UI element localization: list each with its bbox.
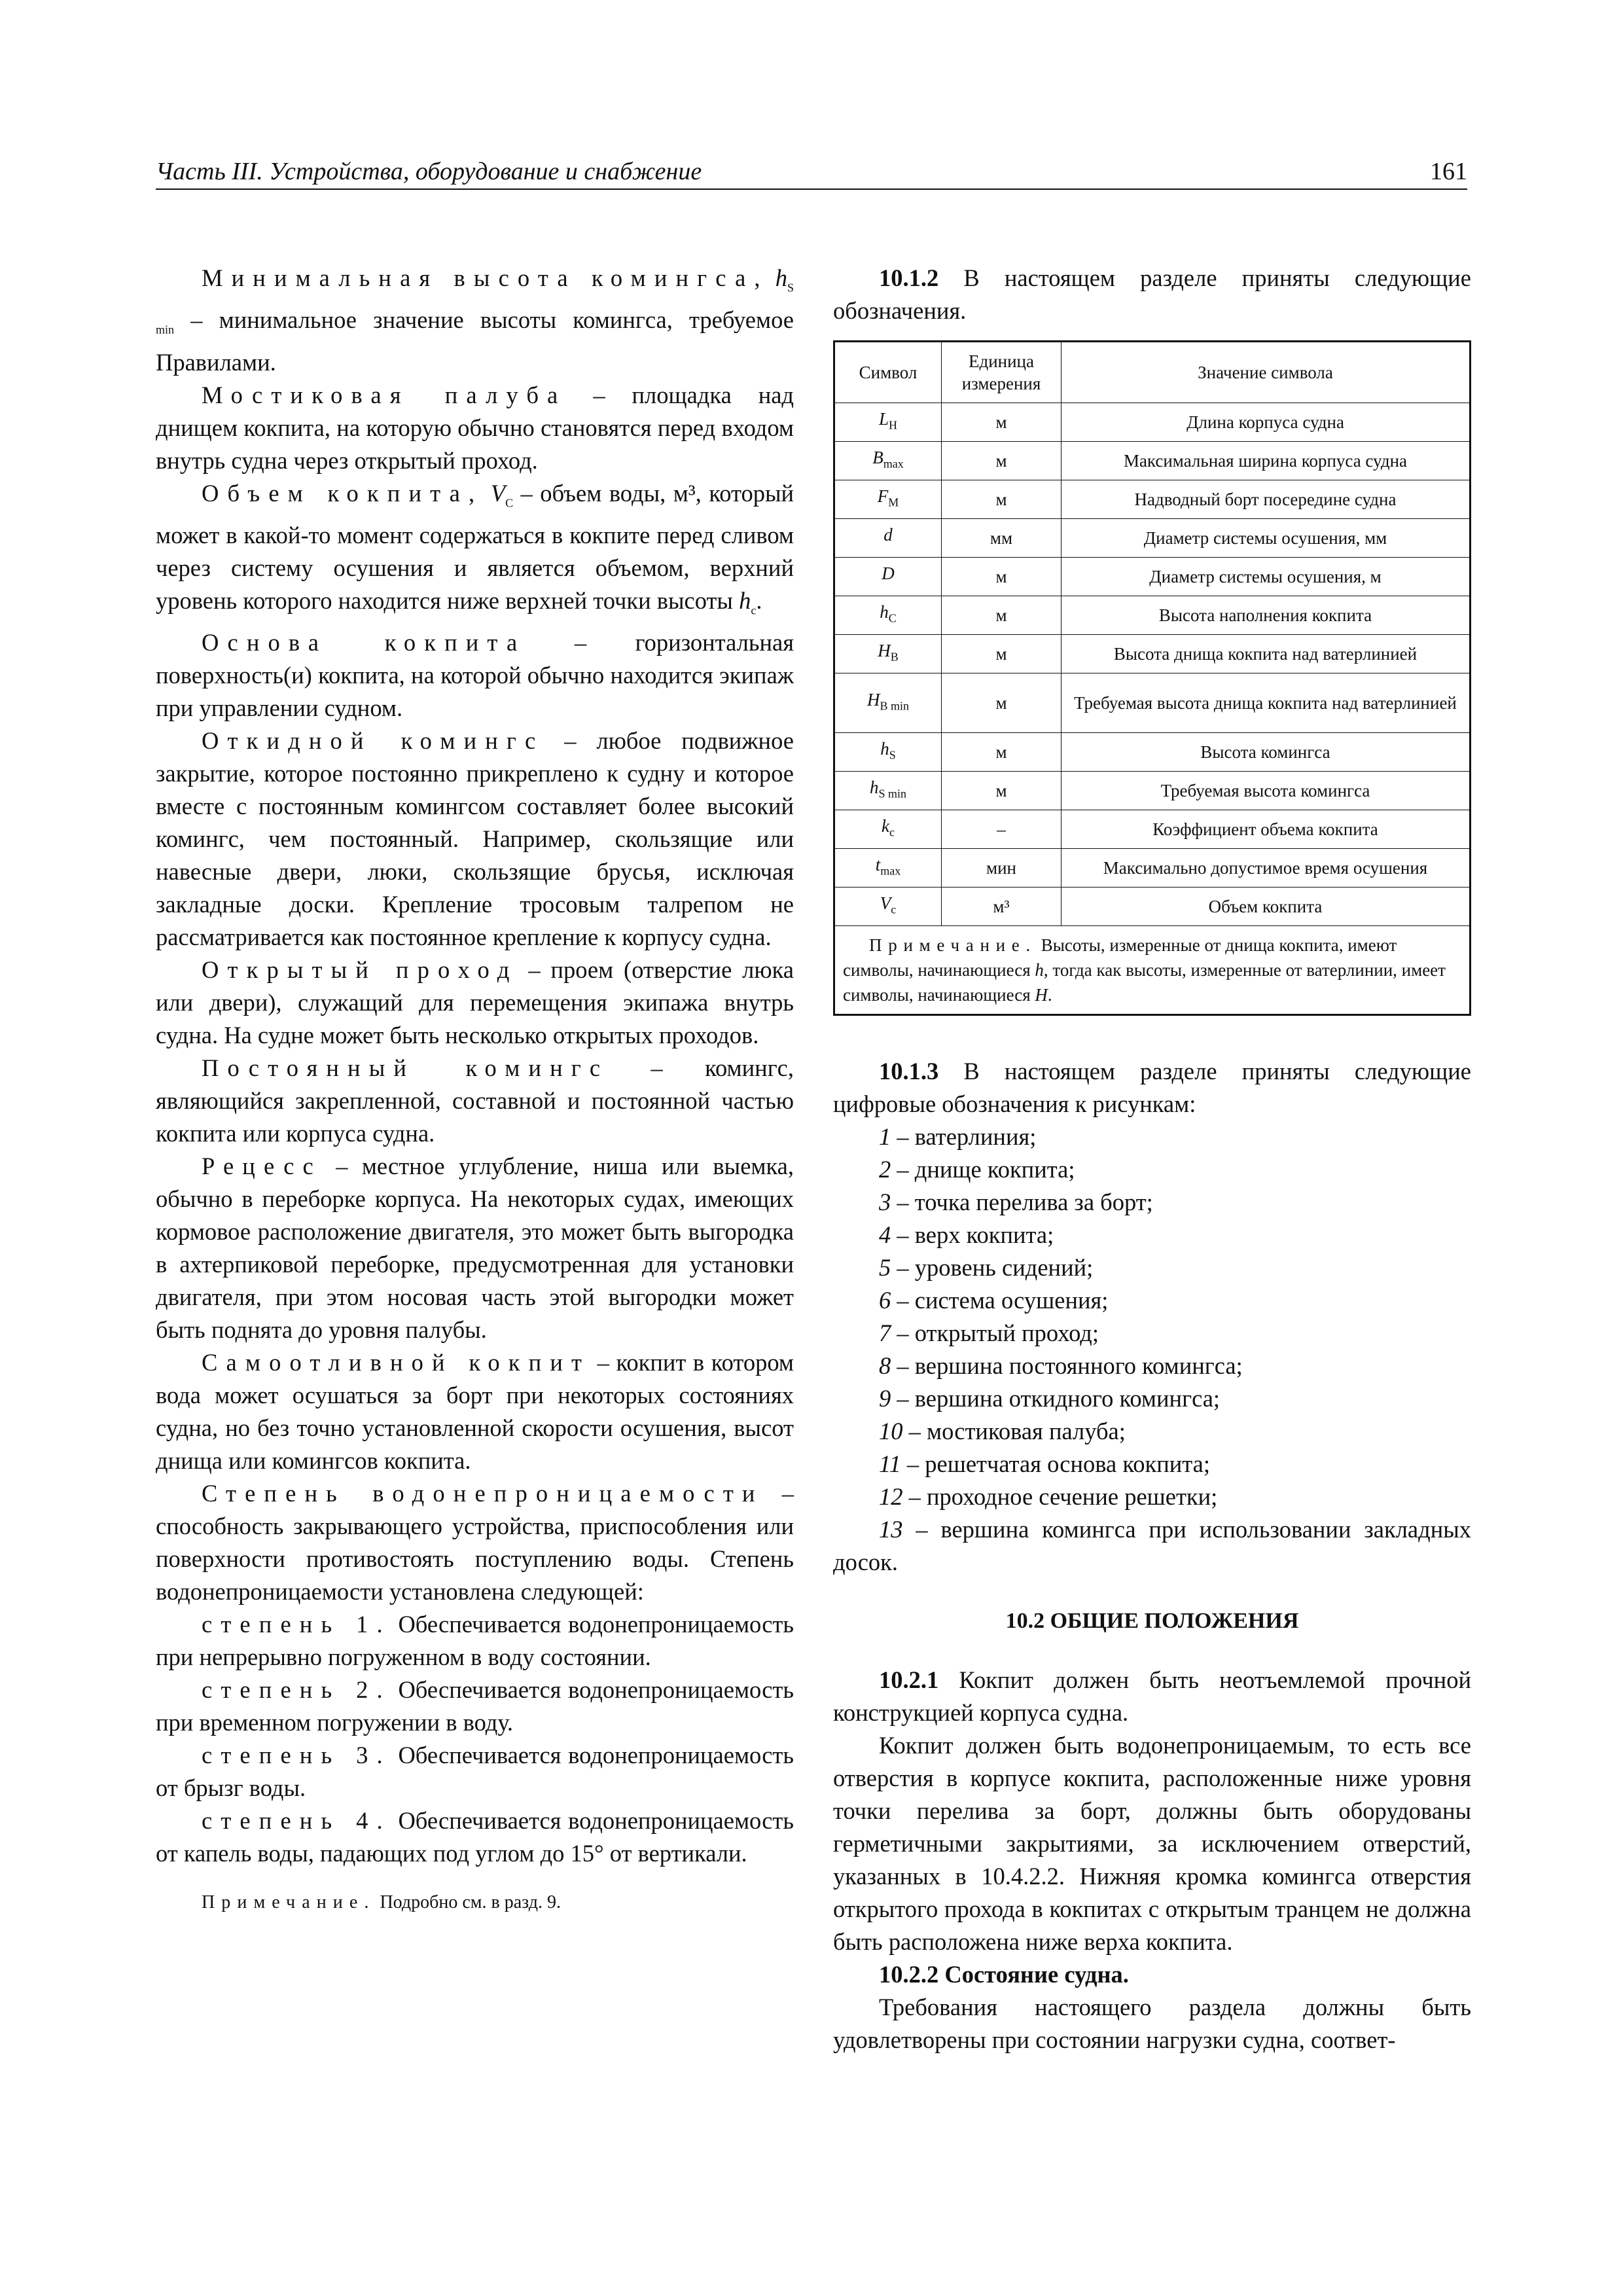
definition-text: – комингс, являющийся закрепленной, составной и постоянной частью кокпита или корпуса судна.: [156, 1054, 794, 1147]
definition-text: – способность закрывающего устройства, приспособления или поверхности противостоять поступлению воды. Степень водонепроницаемости установлена следующей:: [156, 1480, 794, 1605]
meaning-cell: Объем кокпита: [1061, 888, 1471, 926]
symbol: $h_c$: [739, 586, 757, 617]
unit-cell: м: [942, 673, 1061, 733]
definition-text: – местное углубление, ниша или выемка, обычно в переборке корпуса. На некоторых судах, имеющих кормовое расположение двигателя, это может быть выгородка в ахтерпиковой переборке, предусмотренная для установки двигателя, при этом носовая часть этой выгородки может быть поднята до уровня палубы.: [156, 1153, 794, 1344]
degree-paragraph: [156, 1804, 794, 1870]
meaning-cell: Максимально допустимое время осушения: [1061, 849, 1471, 888]
table-note: [834, 926, 1471, 1015]
unit-cell: м: [942, 480, 1061, 519]
definition-paragraph: [156, 1052, 794, 1150]
meaning-cell: Коэффициент объема кокпита: [1061, 810, 1471, 849]
symbol: $h_{S min}$: [156, 264, 794, 336]
meaning-cell: Надводный борт посередине судна: [1061, 480, 1471, 519]
table-row: [834, 673, 1471, 733]
definition-paragraph: [156, 626, 794, 725]
meaning-cell: Длина корпуса судна: [1061, 403, 1471, 442]
section-paragraph: [833, 262, 1471, 327]
column-header: Значение символа: [1061, 342, 1471, 403]
definition-term: Рецесс: [202, 1153, 322, 1180]
column-header: Символ: [834, 342, 942, 403]
definition-paragraph: [156, 477, 794, 627]
definition-paragraph: [156, 1346, 794, 1477]
table-row: [834, 635, 1471, 673]
symbol-cell: $h_C$: [834, 596, 942, 635]
list-item: 2 – днище кокпита;: [879, 1156, 1075, 1183]
definition-text: – горизонтальная поверхность(и) кокпита, на которой обычно находится экипаж при управлении судном.: [156, 629, 794, 722]
symbol-cell: $F_M$: [834, 480, 942, 519]
running-title: Часть III. Устройства, оборудование и снабжение: [156, 158, 702, 185]
degree-text: Обеспечивается водонепроницаемость при непрерывно погруженном в воду состоянии.: [156, 1611, 794, 1671]
definition-paragraph: [156, 1150, 794, 1346]
body-paragraph: Требования настоящего раздела должны быть удовлетворены при состоянии нагрузки судна, соответ-: [833, 1994, 1471, 2053]
definition-term: Открытый проход: [202, 956, 518, 984]
table-note-symbol: h: [1035, 960, 1044, 980]
definition-text: – любое подвижное закрытие, которое постоянно прикреплено к судну и которое вместе с постоянным комингсом составляет более высокий комингс, чем постоянный. Например, скользящие или навесные двери, люки, скользящие брусья, исключая закладные доски. Крепление тросовым талрепом не рассматривается как постоянное крепление к корпусу судна.: [156, 727, 794, 951]
section-heading: 10.2 ОБЩИЕ ПОЛОЖЕНИЯ: [1005, 1609, 1299, 1633]
header-rule: [156, 188, 1467, 190]
unit-cell: м: [942, 733, 1061, 772]
definition-paragraph: [156, 725, 794, 954]
symbol-cell: $L_H$: [834, 403, 942, 442]
column-header: Единица измерения: [942, 342, 1061, 403]
section-text: Кокпит должен быть неотъемлемой прочной конструкцией корпуса судна.: [833, 1666, 1471, 1726]
definition-term: Мостиковая палуба: [202, 381, 567, 408]
symbol-cell: $k_c$: [834, 810, 942, 849]
list-item: 1 – ватерлиния;: [879, 1123, 1037, 1150]
table-row: [834, 596, 1471, 635]
definition-paragraph: [156, 1477, 794, 1608]
unit-cell: мм: [942, 519, 1061, 558]
meaning-cell: Высота днища кокпита над ватерлинией: [1061, 635, 1471, 673]
page-number: 161: [1430, 158, 1467, 185]
list-item: 7 – открытый проход;: [879, 1319, 1099, 1346]
unit-cell: м³: [942, 888, 1061, 926]
symbol: $V_C$: [490, 479, 514, 509]
list-item: 6 – система осушения;: [879, 1287, 1109, 1314]
table-note-text: , тогда как высоты, измеренные от ватерлинии, имеет символы, начинающиеся: [843, 960, 1446, 1005]
table-note-text: .: [1047, 985, 1052, 1005]
list-item: 5 – уровень сидений;: [879, 1254, 1094, 1281]
subsection-heading: 10.2.2 Состояние судна.: [879, 1961, 1129, 1988]
definition-tail: .: [756, 586, 762, 614]
unit-cell: м: [942, 442, 1061, 480]
symbol-cell: $t_{max}$: [834, 849, 942, 888]
meaning-cell: Требуемая высота днища кокпита над ватерлинией: [1061, 673, 1471, 733]
list-item: 12 – проходное сечение решетки;: [879, 1483, 1218, 1510]
symbol-cell: $V_c$: [834, 888, 942, 926]
section-number: 10.2.1: [879, 1666, 939, 1693]
unit-cell: м: [942, 772, 1061, 810]
table-note-label: Примечание.: [869, 935, 1037, 955]
degree-paragraph: [156, 1608, 794, 1674]
definition-paragraph: [156, 954, 794, 1052]
symbol-cell: $h_{S min}$: [834, 772, 942, 810]
degree-text: Обеспечивается водонепроницаемость от капель воды, падающих под углом до 15° от вертикали.: [156, 1807, 794, 1867]
symbols-table: [833, 340, 1471, 1016]
page-header: [156, 152, 1467, 190]
symbol-cell: $h_S$: [834, 733, 942, 772]
table-row: [834, 810, 1471, 849]
degree-term: степень 1.: [202, 1611, 391, 1638]
left-column: [156, 262, 794, 1916]
body-paragraph: Кокпит должен быть водонепроницаемым, то есть все отверстия в корпусе кокпита, расположенные ниже уровня точки перелива за борт, должны быть оборудованы герметичными закрытиями, за исключением отверстий, указанных в 10.4.2.2. Нижняя кромка комингса отверстия открытого прохода в кокпитах с открытым транцем не должна быть расположена ниже верха кокпита.: [833, 1732, 1471, 1955]
symbol-cell: $H_B$: [834, 635, 942, 673]
meaning-cell: Требуемая высота комингса: [1061, 772, 1471, 810]
table-note-text: Высоты, измеренные от днища кокпита, имеют символы, начинающиеся: [843, 935, 1397, 980]
unit-cell: мин: [942, 849, 1061, 888]
definition-text: – объем воды, м³, который может в какой-то момент содержаться в кокпите перед сливом через систему осушения и является объемом, верхний уровень которого находится ниже верхней точки высоты: [156, 479, 794, 614]
unit-cell: м: [942, 596, 1061, 635]
table-row: [834, 442, 1471, 480]
section-paragraph: [833, 1664, 1471, 1729]
definition-term: Основа кокпита: [202, 629, 526, 656]
table-note-row: [834, 926, 1471, 1015]
table-row: [834, 519, 1471, 558]
footnote-label: Примечание.: [202, 1892, 376, 1913]
definition-term: Объем кокпита,: [202, 479, 484, 507]
degree-term: степень 2.: [202, 1676, 391, 1704]
unit-cell: м: [942, 635, 1061, 673]
table-row: [834, 480, 1471, 519]
symbol-cell: $B_{max}$: [834, 442, 942, 480]
section-number: 10.1.3: [879, 1058, 939, 1085]
meaning-cell: Максимальная ширина корпуса судна: [1061, 442, 1471, 480]
symbol-cell: D: [834, 558, 942, 596]
unit-cell: м: [942, 403, 1061, 442]
definition-term: Постоянный комингс: [202, 1054, 609, 1082]
table-row: [834, 888, 1471, 926]
table-row: [834, 772, 1471, 810]
list-item: 8 – вершина постоянного комингса;: [879, 1352, 1243, 1379]
list-item: 11 – решетчатая основа кокпита;: [879, 1450, 1211, 1477]
list-item: 10 – мостиковая палуба;: [879, 1418, 1126, 1444]
list-item: 3 – точка перелива за борт;: [879, 1189, 1153, 1215]
degree-text: Обеспечивается водонепроницаемость при временном погружении в воду.: [156, 1676, 794, 1736]
table-row: [834, 558, 1471, 596]
degree-text: Обеспечивается водонепроницаемость от брызг воды.: [156, 1742, 794, 1802]
definition-term: Самоотливной кокпит: [202, 1349, 591, 1376]
footnote: [156, 1890, 794, 1916]
list-item: 4 – верх кокпита;: [879, 1221, 1054, 1248]
degree-term: степень 4.: [202, 1807, 391, 1835]
definition-paragraph: [156, 379, 794, 477]
degree-paragraph: [156, 1674, 794, 1739]
footnote-text: Подробно см. в разд. 9.: [375, 1892, 561, 1913]
symbol-cell: $H_{B min}$: [834, 673, 942, 733]
right-column: [833, 262, 1471, 2056]
table-header-row: [834, 342, 1471, 403]
definition-text: – минимальное значение высоты комингса, требуемое Правилами.: [156, 306, 794, 376]
symbol-cell: d: [834, 519, 942, 558]
table-row: [834, 849, 1471, 888]
meaning-cell: Высота наполнения кокпита: [1061, 596, 1471, 635]
definition-text: – кокпит в котором вода может осушаться за борт при некоторых состояниях судна, но без точно установленной скорости осушения, высот днища или комингсов кокпита.: [156, 1349, 794, 1475]
definition-text: – проем (отверстие люка или двери), служащий для перемещения экипажа внутрь судна. На судне может быть несколько открытых проходов.: [156, 956, 794, 1049]
table-note-symbol: H: [1035, 985, 1048, 1005]
definition-term: Минимальная высота комингса,: [202, 264, 769, 291]
definition-paragraph: [156, 262, 794, 379]
degree-paragraph: [156, 1739, 794, 1804]
meaning-cell: Диаметр системы осушения, мм: [1061, 519, 1471, 558]
section-number: 10.1.2: [879, 264, 939, 291]
unit-cell: м: [942, 558, 1061, 596]
unit-cell: –: [942, 810, 1061, 849]
table-row: [834, 403, 1471, 442]
degree-term: степень 3.: [202, 1742, 391, 1769]
section-paragraph: [833, 1055, 1471, 1121]
definition-term: Откидной комингс: [202, 727, 544, 755]
meaning-cell: Диаметр системы осушения, м: [1061, 558, 1471, 596]
meaning-cell: Высота комингса: [1061, 733, 1471, 772]
list-item: 9 – вершина откидного комингса;: [879, 1385, 1221, 1412]
section-text: В настоящем разделе приняты следующие обозначения.: [833, 264, 1471, 324]
section-text: В настоящем разделе приняты следующие цифровые обозначения к рисункам:: [833, 1058, 1471, 1117]
definition-text: – площадка над днищем кокпита, на которую обычно становятся перед входом внутрь судна через открытый проход.: [156, 381, 794, 474]
table-row: [834, 733, 1471, 772]
definition-term: Степень водонепроницаемости: [202, 1480, 764, 1507]
list-item-last: 13 – вершина комингса при использовании закладных досок.: [833, 1516, 1471, 1575]
